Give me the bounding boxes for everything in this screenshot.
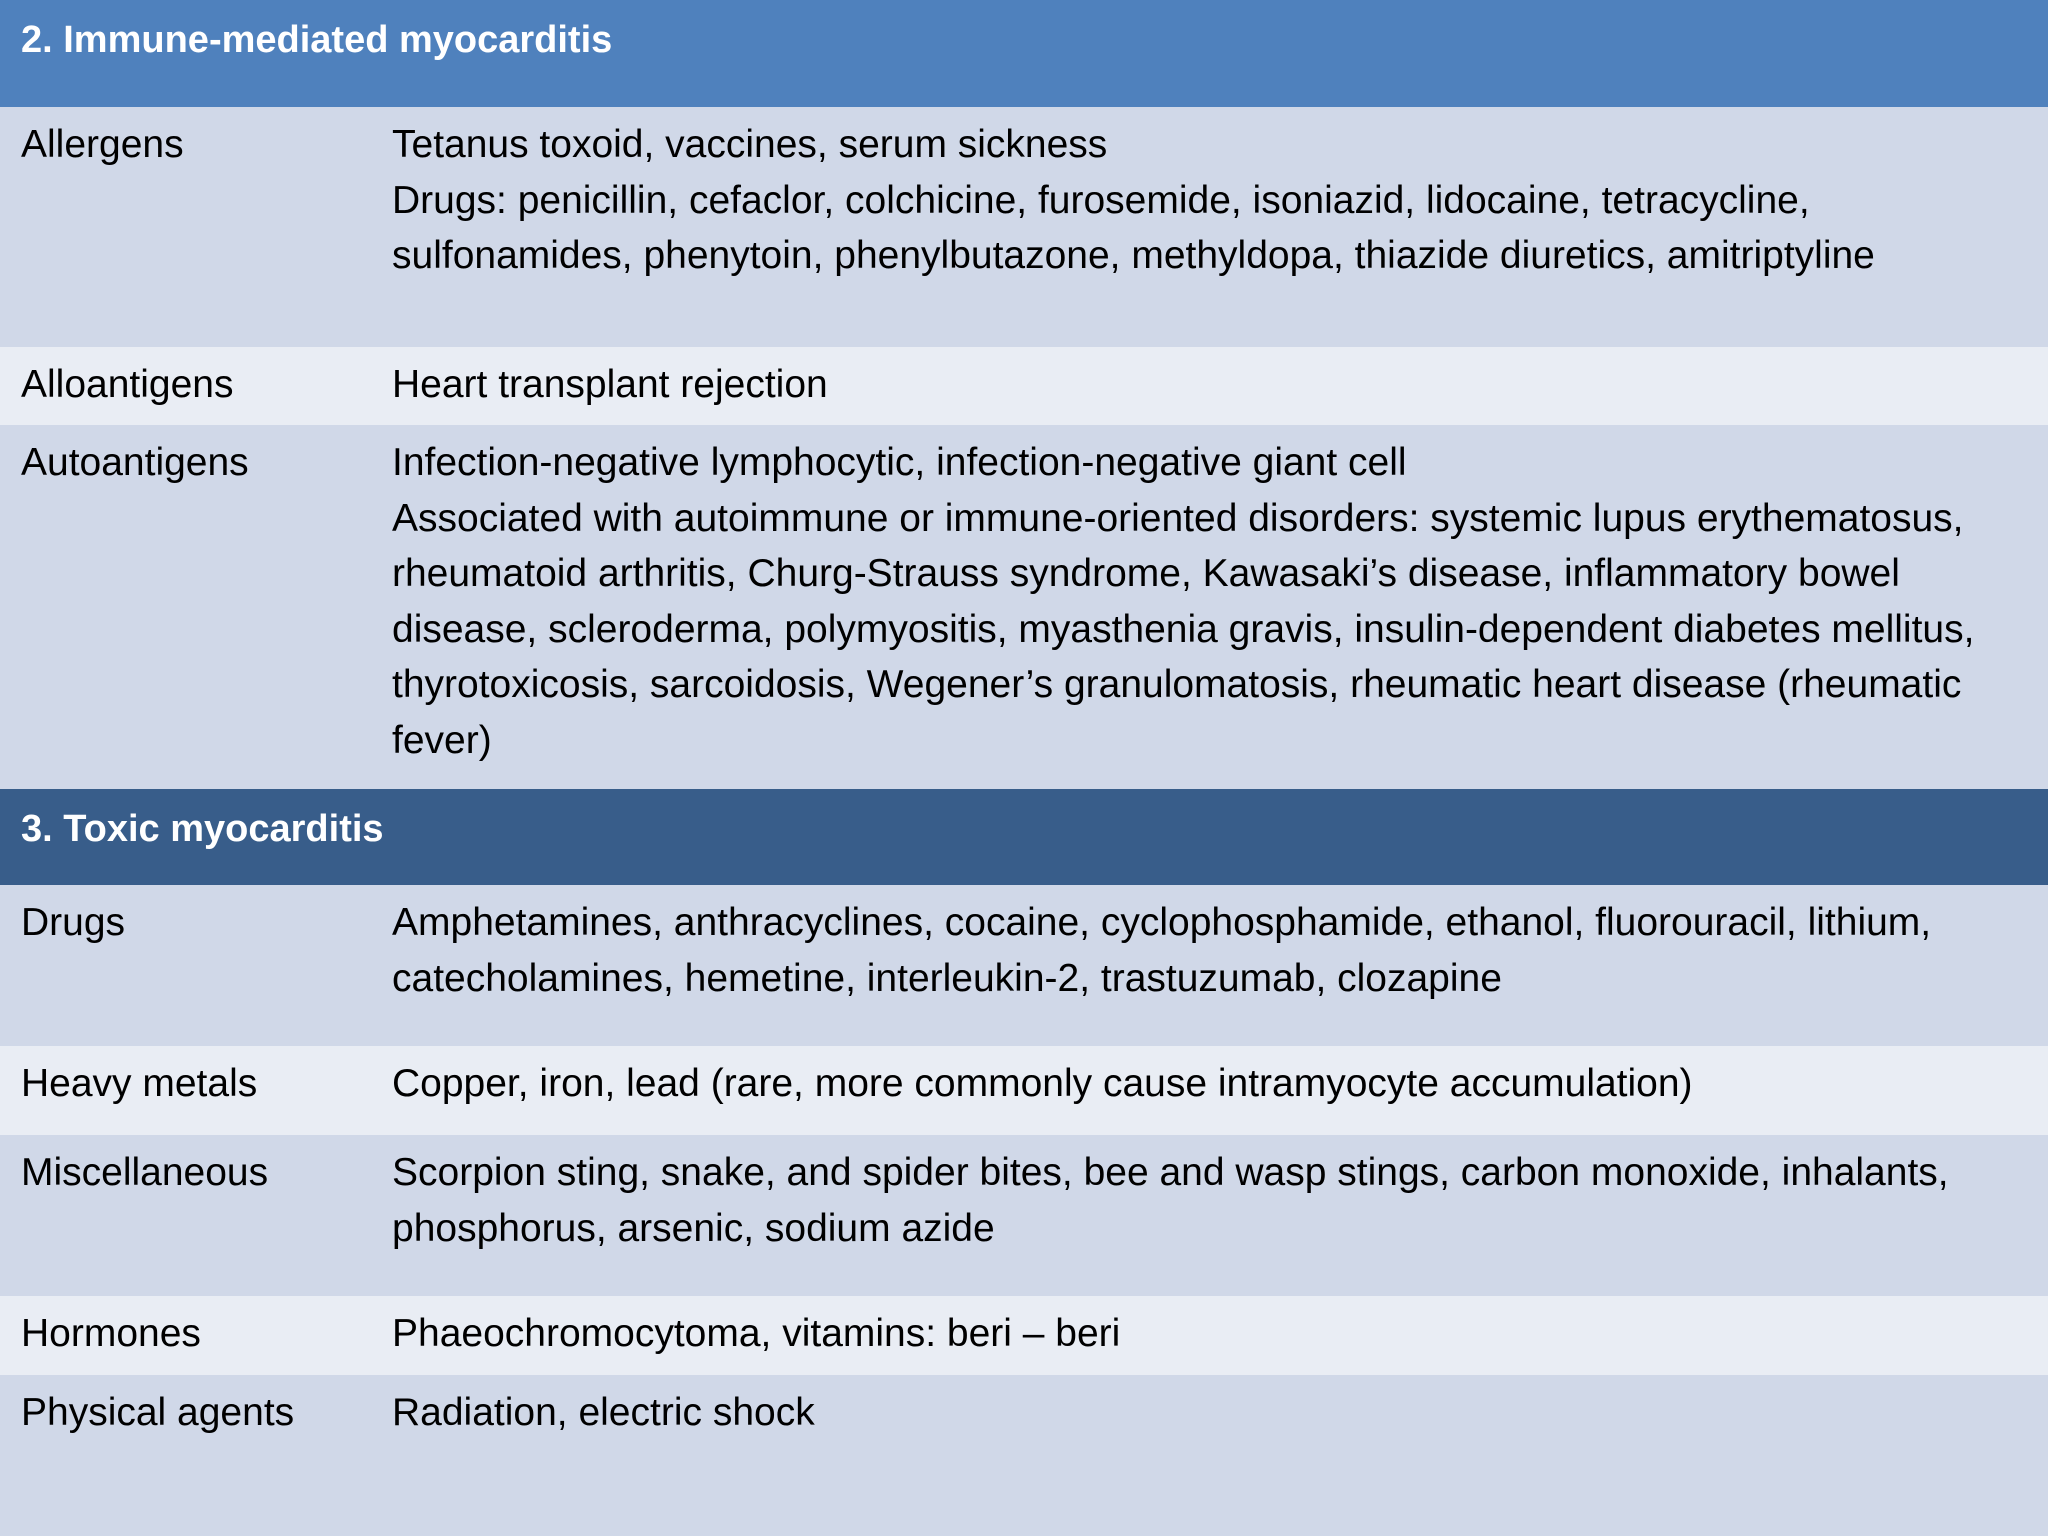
row-description <box>392 1296 2048 1375</box>
row-category: Allergens <box>21 123 184 166</box>
description-line: Associated with autoimmune or immune-oriented disorders: systemic lupus erythematosus, rheumatoid arthritis, Churg-Strauss syndrome, Kawasaki’s disease, inflammatory bowel disease, scleroderma, polymyositis, myasthenia gravis, insulin-dependent diabetes mellitus, thyrotoxicosis, sarcoidosis, Wegener’s granulomatosis, rheumatic heart disease (rheumatic fever) <box>392 496 1975 762</box>
row-category: Hormones <box>21 1312 201 1355</box>
table-row-heavy-metals <box>0 1046 2048 1135</box>
section-header-immune-mediated <box>0 0 2048 107</box>
table-row-drugs <box>0 885 2048 1046</box>
description-line: Copper, iron, lead (rare, more commonly cause intramyocyte accumulation) <box>392 1062 1693 1105</box>
section-header-toxic <box>0 789 2048 885</box>
table-row-hormones <box>0 1296 2048 1375</box>
description-line: Phaeochromocytoma, vitamins: beri – beri <box>392 1312 1121 1355</box>
table-row-alloantigens <box>0 347 2048 425</box>
row-category: Miscellaneous <box>21 1151 269 1194</box>
section-title: 3. Toxic myocarditis <box>21 808 384 850</box>
row-description <box>392 1046 2048 1135</box>
description-line: Infection-negative lymphocytic, infection-negative giant cell <box>392 441 1407 484</box>
description-line: Amphetamines, anthracyclines, cocaine, cyclophosphamide, ethanol, fluorouracil, lithium, catecholamines, hemetine, interleukin-2, trastuzumab, clozapine <box>392 901 1932 1000</box>
row-category: Physical agents <box>21 1391 295 1434</box>
description-line: Radiation, electric shock <box>392 1391 815 1434</box>
description-line: Heart transplant rejection <box>392 363 828 406</box>
row-description <box>392 347 2048 425</box>
row-description <box>392 885 2048 1046</box>
table-row-autoantigens <box>0 425 2048 789</box>
section-title: 2. Immune-mediated myocarditis <box>21 19 613 61</box>
description-line: Scorpion sting, snake, and spider bites, bee and wasp stings, carbon monoxide, inhalants, phosphorus, arsenic, sodium azide <box>392 1151 1949 1250</box>
description-line: Drugs: penicillin, cefaclor, colchicine, furosemide, isoniazid, lidocaine, tetracycline, sulfonamides, phenytoin, phenylbutazone, methyldopa, thiazide diuretics, amitriptyline <box>392 178 1875 277</box>
table-row-miscellaneous <box>0 1135 2048 1296</box>
table-row-physical-agents <box>0 1375 2048 1536</box>
row-category: Heavy metals <box>21 1062 258 1105</box>
row-category: Autoantigens <box>21 441 249 484</box>
description-line: Tetanus toxoid, vaccines, serum sickness <box>392 123 1108 166</box>
row-description <box>392 1375 2048 1536</box>
row-category: Alloantigens <box>21 363 234 406</box>
table-row-allergens <box>0 107 2048 347</box>
row-description <box>392 1135 2048 1296</box>
row-category: Drugs <box>21 901 126 944</box>
row-description <box>392 107 2048 347</box>
row-description <box>392 425 2048 789</box>
